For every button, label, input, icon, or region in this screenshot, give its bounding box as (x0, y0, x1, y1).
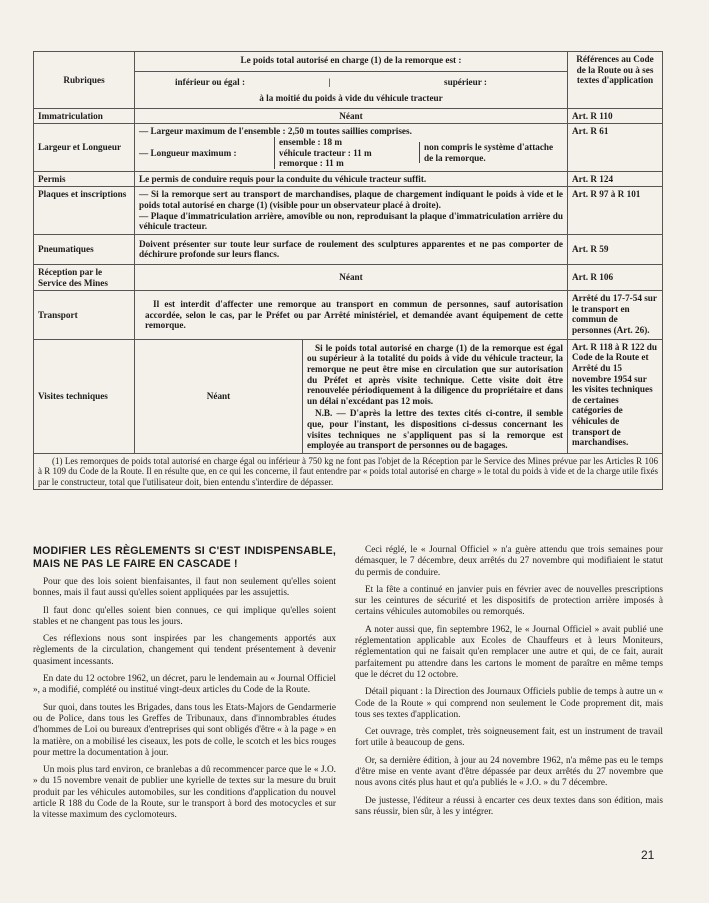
plaques-line2: — Plaque d'immatriculation arrière, amovible ou non, reproduisant la plaque d'immatriculation arrière du véhicule tracteur. (139, 210, 563, 232)
article-paragraph: Or, sa dernière édition, à jour au 24 novembre 1962, n'a même pas eu le temps d'être mise en vente avant d'être dépassée par deux arrêtés du 27 novembre que nous avons cités plus haut et qu'a publiés le « J.O. » du 7 décembre. (355, 755, 663, 789)
header-weight-cell (135, 52, 568, 109)
article-paragraph: En date du 12 octobre 1962, un décret, paru le lendemain au « Journal Officiel », a modifié, complété ou institué vingt-deux articles du Code de la Route. (33, 674, 336, 696)
row-permis (34, 171, 663, 187)
visites-para2: N.B. — D'après la lettre des textes cités ci-contre, il semble que, pour l'instant, les dispositions ci-dessus concernant les visites techniques ne s'appliquent pas si la remorque est employée au transport de personnes ou de bagages. (307, 408, 563, 451)
header-moitie: à la moitié du poids à vide du véhicule tracteur (259, 93, 443, 104)
row-visites (34, 339, 663, 453)
row-label: Plaques et inscriptions (34, 187, 135, 234)
row-ref: Art. R 106 (568, 264, 663, 290)
longueur-remorque: remorque : 11 m (279, 158, 344, 169)
row-largeur (34, 124, 663, 171)
row-ref: Art. R 118 à R 122 du Code de la Route et Arrêté du 15 novembre 1954 sur les visites techniques de certaines catégories de véhicules de transport de marchandises. (568, 339, 663, 453)
visites-right (303, 340, 567, 453)
row-reception (34, 264, 663, 290)
row-label: Visites techniques (34, 339, 135, 453)
longueur-values (274, 137, 419, 169)
row-ref: Art. R 110 (568, 108, 663, 124)
header-top-line: Le poids total autorisé en charge (1) de la remorque est : (135, 52, 567, 72)
plaques-line1: — Si la remorque sert au transport de marchandises, plaque de chargement indiquant le poids à vide et le poids total autorisé en charge (1) (visible pour un observateur placé à droite). (139, 189, 563, 210)
row-ref: Art. R 124 (568, 171, 663, 187)
header-rubriques: Rubriques (34, 52, 135, 109)
row-content: Néant (135, 108, 568, 124)
header-inferieur: inférieur ou égal : (175, 76, 246, 87)
row-ref: Art. R 97 à R 101 (568, 187, 663, 234)
article-paragraph: Sur quoi, dans toutes les Brigades, dans tous les Etats-Majors de Gendarmerie ou de Police, dans tous les Greffes de Tribunaux, dans d'innombrables études d'hommes de Loi ou bureaux d'entreprises qui sont obligés d'être « à la page » en la matière, on a mobilisé les ciseaux, les pots de colle, le scotch et les bics rouges pour mettre la documentation à jour. (33, 702, 336, 758)
largeur-line1: — Largeur maximum de l'ensemble : 2,50 m toutes saillies comprises. (139, 126, 412, 137)
row-content: Doivent présenter sur toute leur surface de roulement des sculptures apparentes et ne pas comporter de déchirure profonde sur leurs flancs. (135, 234, 568, 264)
row-immatriculation (34, 108, 663, 124)
row-label: Permis (34, 171, 135, 187)
visites-para1: Si le poids total autorisé en charge (1) de la remorque est égal ou supérieur à la totalité du poids à vide du véhicule tracteur, la remorque ne peut être mise en circulation que sur autorisation du Préfet et après visite technique. Cette visite doit être renouvelée périodiquement à la diligence du propriétaire et dans un délai n'excédant pas 12 mois. (307, 342, 563, 406)
longueur-tracteur: véhicule tracteur : 11 m (279, 147, 372, 158)
visites-left: Néant (135, 340, 303, 453)
article-paragraph: Un mois plus tard environ, ce branlebas a dû recommencer parce que le « J.O. » du 15 novembre venait de publier une kyrielle de textes sur la mesure du bruit produit par les véhicules automobiles, sur les conditions d'application du nouvel article R 188 du Code de la Route, sur le transport à bord des motocycles et sur la vitesse maximum des cyclomoteurs. (33, 765, 336, 821)
row-ref: Arrêté du 17-7-54 sur le transport en commun de personnes (Art. 26). (568, 291, 663, 340)
row-label: Immatriculation (34, 108, 135, 124)
article-paragraph: Ceci réglé, le « Journal Officiel » n'a guère attendu que trois semaines pour démasquer, le 7 décembre, deux arrêtés du 27 novembre qui modifiaient le statut du permis de conduire. (355, 545, 663, 578)
footnote: (1) Les remorques de poids total autorisé en charge égal ou inférieur à 750 kg ne font pas l'objet de la Réception par le Service des Mines prévue par les Articles R 106 à R 109 du Code de la Route. Il en résulte que, en ce qui les concerne, il faut entendre par « poids total autorisé en charge » le total du poids à vide et de la charge utile fixés par le constructeur, total que l'utilisateur doit, bien entendu s'interdire de dépasser. (34, 453, 663, 489)
article-paragraph: De justesse, l'éditeur a réussi à encarter ces deux textes dans son édition, mais sans réussir, bien sûr, à les y intégrer. (355, 795, 663, 817)
header-superieur: supérieur : (444, 76, 487, 87)
article-paragraph: A noter aussi que, fin septembre 1962, le « Journal Officiel » avait publié une réglementation applicable aux Ecoles de Chauffeurs et à leurs Moniteurs, réglementation qui ne faisait qu'en remplacer une autre et qui, de ce fait, aurait parfaitement pu attendre dans les cartons le moment de paraître en même temps que le décret du 12 octobre. (355, 624, 663, 680)
table-header (34, 52, 663, 109)
article-paragraph: Il faut donc qu'elles soient bien connues, ce qui implique qu'elles soient stables et ne changent pas tous les jours. (33, 605, 336, 627)
row-content: Le permis de conduire requis pour la conduite du véhicule tracteur suffit. (135, 171, 568, 187)
longueur-label: — Longueur maximum : (139, 147, 237, 158)
article-paragraph: Et la fête a continué en janvier puis en février avec de nouvelles prescriptions sur les ceintures de sécurité et les dispositifs de protection arrière imposés à certains véhicules automobiles ou remorqués. (355, 584, 663, 618)
row-content (135, 339, 568, 453)
row-transport (34, 291, 663, 340)
article-paragraph: Pour que des lois soient bienfaisantes, il faut non seulement qu'elles soient bonnes, mais il faut aussi qu'elles soient appliquées par les assujettis. (33, 577, 336, 599)
longueur-ensemble: ensemble : 18 m (279, 136, 343, 147)
row-ref: Art. R 61 (568, 124, 663, 171)
visites-split (135, 340, 567, 453)
row-label: Réception par le Service des Mines (34, 264, 135, 290)
article-paragraph: Ces réflexions nous sont inspirées par les changements apportés aux règlements de la circulation, changement qui tendent présentement à devenir quasiment incessants. (33, 634, 336, 667)
row-label: Pneumatiques (34, 234, 135, 264)
row-pneumatiques (34, 234, 663, 264)
row-ref: Art. R 59 (568, 234, 663, 264)
article-right-column (355, 545, 663, 824)
row-content (135, 124, 568, 171)
row-label: Transport (34, 291, 135, 340)
footnote-row (34, 453, 663, 489)
article-paragraph: Détail piquant : la Direction des Journaux Officiels publie de temps à autre un « Code de la Route » qui comprend non seulement le Code proprement dit, mais tous ses textes d'application. (355, 687, 663, 720)
row-content (135, 187, 568, 234)
article-headline: MODIFIER LES RÈGLEMENTS SI C'EST INDISPENSABLE, MAIS NE PAS LE FAIRE EN CASCADE ! (33, 545, 336, 570)
header-divider: | (328, 76, 331, 87)
longueur-line (139, 137, 563, 169)
header-split (135, 72, 567, 92)
article-left-column (33, 545, 336, 828)
longueur-note: non compris le système d'attache de la remorque. (419, 142, 559, 163)
header-references: Références au Code de la Route ou à ses textes d'application (568, 52, 663, 109)
row-content: Il est interdit d'affecter une remorque au transport en commun de personnes, sauf autorisation accordée, selon le cas, par le Préfet ou par Arrêté ministériel, et demandée avant équipement de cette remorque. (135, 291, 568, 340)
row-plaques (34, 187, 663, 234)
article-paragraph: Cet ouvrage, très complet, très soigneusement fait, est un instrument de travail fort utile à beaucoup de gens. (355, 727, 663, 749)
row-label: Largeur et Longueur (34, 124, 135, 171)
row-content: Néant (135, 264, 568, 290)
page-number: 21 (641, 848, 655, 862)
regulations-table (33, 51, 663, 490)
